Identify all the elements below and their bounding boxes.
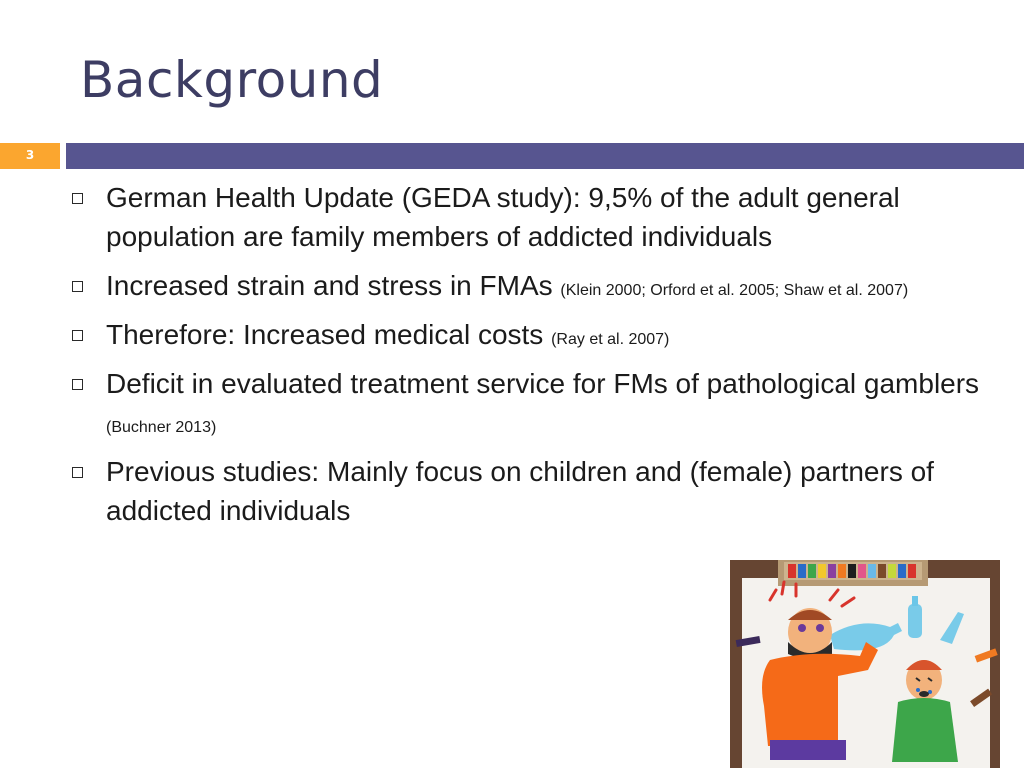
bullet-list bbox=[70, 178, 980, 540]
bullet-text: German Health Update (GEDA study): 9,5% of the adult general population are family members of addicted individuals bbox=[106, 182, 900, 252]
square-bullet-icon bbox=[72, 281, 83, 292]
crayon-drawing-icon bbox=[730, 560, 1000, 768]
bullet-item bbox=[70, 178, 980, 256]
square-bullet-icon bbox=[72, 330, 83, 341]
bullet-reference: (Klein 2000; Orford et al. 2005; Shaw et al. 2007) bbox=[560, 282, 909, 299]
bullet-text: Deficit in evaluated treatment service for FMs of pathological gamblers bbox=[106, 368, 980, 399]
bullet-text: Previous studies: Mainly focus on children and (female) partners of addicted individuals bbox=[106, 456, 934, 526]
bullet-item bbox=[70, 315, 980, 354]
square-bullet-icon bbox=[72, 379, 83, 390]
bullet-reference: (Ray et al. 2007) bbox=[551, 331, 670, 348]
child-drawing-illustration bbox=[730, 560, 1000, 768]
bullet-item bbox=[70, 364, 980, 442]
title-divider-bar bbox=[66, 143, 1024, 169]
bullet-reference: (Buchner 2013) bbox=[106, 419, 217, 436]
bullet-text: Therefore: Increased medical costs bbox=[106, 319, 552, 350]
square-bullet-icon bbox=[72, 193, 83, 204]
slide-title: Background bbox=[80, 51, 384, 109]
square-bullet-icon bbox=[72, 467, 83, 478]
bullet-item bbox=[70, 266, 980, 305]
slide-number: 3 bbox=[25, 148, 35, 162]
bullet-item bbox=[70, 452, 980, 530]
bullet-text: Increased strain and stress in FMAs bbox=[106, 270, 561, 301]
